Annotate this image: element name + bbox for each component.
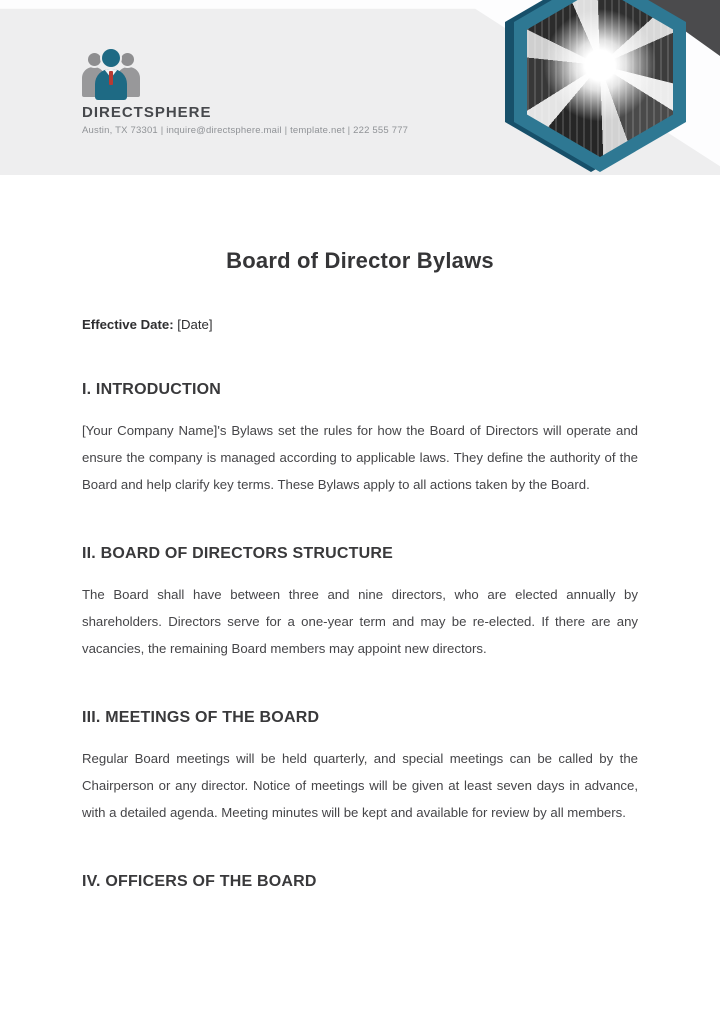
effective-date-value: [Date] [177,317,213,332]
section-body: The Board shall have between three and nine directors, who are elected annually by shareholders. Directors serve for a one-year term and may be re-elected. If there are any vacancies, the remaining Board members may appoint new directors. [82,587,638,656]
section-heading: IV. OFFICERS OF THE BOARD [82,873,317,890]
contact-line: Austin, TX 73301 | inquire@directsphere.mail | template.net | 222 555 777 [82,125,409,136]
section-body: Regular Board meetings will be held quarterly, and special meetings can be called by the Chairperson or any director. Notice of meetings will be given at least seven days in advance, with a detailed agenda. Meeting minutes will be kept and available for review by all members. [82,751,638,820]
effective-date-label: Effective Date: [82,317,174,332]
section-heading: II. BOARD OF DIRECTORS STRUCTURE [82,545,394,562]
section-board-structure [82,544,638,662]
skyscraper-photo-icon [527,0,673,157]
section-introduction [82,380,638,498]
hexagon-frame [514,0,686,172]
section-officers [82,872,638,891]
section-heading: III. MEETINGS OF THE BOARD [82,709,320,726]
effective-date-line [82,316,638,334]
document-title: Board of Director Bylaws [226,248,494,273]
section-heading: I. INTRODUCTION [82,381,221,398]
brand-block [82,50,408,136]
section-meetings [82,708,638,826]
document-content [82,175,638,891]
company-name: DIRECTSPHERE [82,104,212,121]
hexagon-skyscraper-photo [505,0,689,172]
section-body: [Your Company Name]'s Bylaws set the rules for how the Board of Directors will operate and ensure the company is managed according to applicable laws. They define the authority of the Board and help clarify key terms. These Bylaws apply to all actions taken by the Board. [82,423,638,492]
three-people-logo-icon [82,50,140,100]
letterhead [0,0,720,175]
